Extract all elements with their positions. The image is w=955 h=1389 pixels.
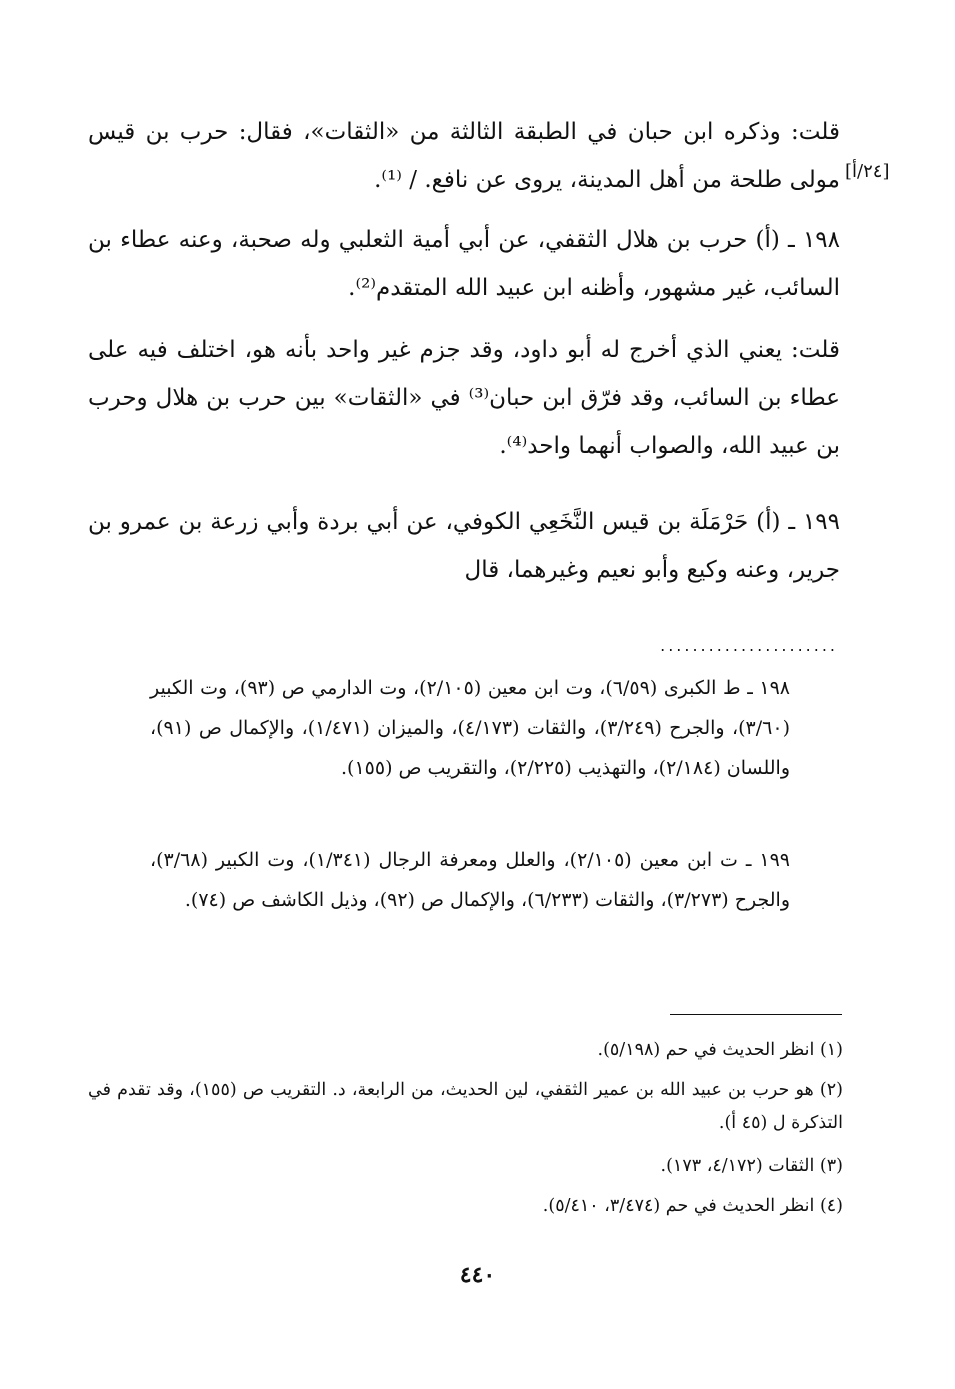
page-number: ٤٤٠: [459, 1262, 496, 1288]
paragraph-text: قلت: يعني الذي أخرج له أبو داود، وقد جزم غير واحد بأنه هو، اختلف فيه على عطاء بن السائب، وقد فرّق ابن حبان⁽³⁾ في «الثقات» بين حرب بن هلال وحرب بن عبيد الله، والصواب أنهما واحد⁽⁴⁾.: [88, 337, 840, 459]
reference-199: [150, 840, 790, 920]
footnote-rule: [670, 1014, 842, 1015]
footnote-1: [88, 1034, 843, 1067]
margin-folio-note: [٢٤/أ]: [845, 161, 890, 182]
footnote-text: (١) انظر الحديث في حم (٥/١٩٨).: [597, 1040, 843, 1060]
reference-198: [150, 668, 790, 788]
paragraph-commentary: [88, 326, 840, 470]
entry-text: ١٩٩ ـ (أ) حَرْمَلَة بن قيس النَّخَعِي الكوفي، عن أبي بردة وأبي زرعة بن عمرو بن جرير، وعنه وكيع وأبو نعيم وغيرهما، قال: [88, 509, 840, 583]
footnote-text: (٤) انظر الحديث في حم (٣/٤٧٤، ٥/٤١٠).: [542, 1196, 843, 1216]
reference-text: ١٩٨ ـ ط الكبرى (٦/٥٩)، وت ابن معين (٢/١٠٥)، وت الدارمي ص (٩٣)، وت الكبير (٣/٦٠)، والجرح (٣/٢٤٩)، والثقات (٤/١٧٣)، والميزان (١/٤٧١)، والإكمال ص (٩١)، واللسان (٢/١٨٤)، والتهذيب (٢/٢٢٥)، والتقريب ص (١٥٥).: [150, 677, 790, 779]
footnote-text: (٣) الثقات (٤/١٧٢، ١٧٣).: [660, 1156, 843, 1176]
paragraph-text: قلت: وذكره ابن حبان في الطبقة الثالثة من «الثقات»، فقال: حرب بن قيس مولى طلحة من أهل المدينة، يروى عن نافع. / ⁽¹⁾.: [88, 119, 840, 193]
footnote-text: (٢) هو حرب بن عبيد الله بن عمير الثقفي، لين الحديث، من الرابعة، د. التقريب ص (١٥٥)، وقد تقدم في التذكرة ل (٤٥ أ).: [88, 1080, 843, 1133]
paragraph-harb-ibn-qays: [88, 108, 840, 204]
footnote-3: [88, 1150, 843, 1183]
footnote-2: [88, 1074, 843, 1140]
entry-199: [88, 498, 840, 594]
entry-198: [88, 216, 840, 312]
reference-text: ١٩٩ ـ ت ابن معين (٢/١٠٥)، والعلل ومعرفة الرجال (١/٣٤١)، وت الكبير (٣/٦٨)، والجرح (٣/٢٧٣)، والثقات (٦/٢٣٣)، والإكمال ص (٩٢)، وذيل الكاشف ص (٧٤).: [150, 849, 790, 911]
entry-text: ١٩٨ ـ (أ) حرب بن هلال الثقفي، عن أبي أمية الثعلبي وله صحبة، وعنه عطاء بن السائب، غير مشهور، وأظنه ابن عبيد الله المتقدم⁽²⁾.: [88, 227, 840, 301]
dotted-separator: ......................: [660, 636, 838, 655]
footnote-4: [88, 1190, 843, 1223]
